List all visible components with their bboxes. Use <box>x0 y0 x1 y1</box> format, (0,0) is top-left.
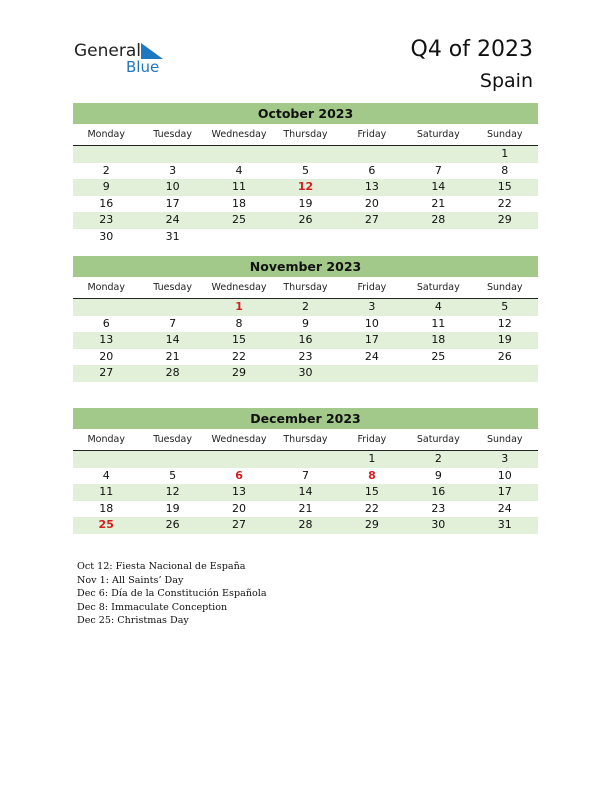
weekday-label: Thursday <box>283 434 328 445</box>
empty-day-cell <box>405 229 471 246</box>
week-row <box>73 468 538 485</box>
week-row <box>73 299 538 316</box>
day-cell: 19 <box>497 333 512 347</box>
empty-day-cell <box>206 229 272 246</box>
week-row <box>73 316 538 333</box>
empty-day-cell <box>405 146 471 163</box>
weekday-label: Tuesday <box>153 282 192 293</box>
day-cell: 7 <box>301 468 309 482</box>
day-cell: 24 <box>497 501 512 515</box>
week-row <box>73 501 538 518</box>
country-name: Spain <box>479 70 533 92</box>
empty-day-cell <box>73 146 139 163</box>
day-cell: 16 <box>99 196 114 210</box>
day-cell: 31 <box>165 229 180 243</box>
day-cell: 16 <box>298 333 313 347</box>
day-cell: 15 <box>232 333 247 347</box>
day-cell: 21 <box>165 349 180 363</box>
day-cell: 30 <box>431 518 446 532</box>
weekday-label: Thursday <box>283 282 328 293</box>
week-row <box>73 365 538 382</box>
day-cell: 9 <box>434 468 442 482</box>
weekday-label: Friday <box>357 282 387 293</box>
day-cell: 21 <box>431 196 446 210</box>
day-cell: 15 <box>364 485 379 499</box>
weekday-label: Monday <box>87 434 125 445</box>
weekday-label: Sunday <box>486 282 523 293</box>
logo-word-general: General <box>74 41 141 61</box>
day-cell: 25 <box>431 349 446 363</box>
holiday-day-cell: 1 <box>235 300 243 313</box>
holiday-note: Dec 25: Christmas Day <box>77 615 189 627</box>
week-row <box>73 517 538 534</box>
day-cell: 28 <box>431 213 446 227</box>
week-row <box>73 484 538 501</box>
day-cell: 24 <box>364 349 379 363</box>
empty-day-cell <box>272 229 338 246</box>
empty-day-cell <box>339 365 405 382</box>
day-cell: 22 <box>232 349 247 363</box>
day-cell: 31 <box>497 518 512 532</box>
empty-day-cell <box>405 365 471 382</box>
weekday-label: Sunday <box>486 129 523 140</box>
empty-day-cell <box>472 365 538 382</box>
weekday-label: Saturday <box>416 129 460 140</box>
page-title: Q4 of 2023 <box>410 37 533 62</box>
weekday-label: Saturday <box>416 434 460 445</box>
day-cell: 17 <box>497 485 512 499</box>
day-cell: 5 <box>169 468 177 482</box>
week-row <box>73 212 538 229</box>
weekday-label: Sunday <box>486 434 523 445</box>
day-cell: 14 <box>298 485 313 499</box>
weekday-header-row <box>73 127 538 146</box>
day-cell: 23 <box>298 349 313 363</box>
holiday-day-cell: 12 <box>297 180 314 194</box>
day-cell: 28 <box>298 518 313 532</box>
holiday-note: Oct 12: Fiesta Nacional de España <box>77 561 246 572</box>
day-cell: 26 <box>497 349 512 363</box>
day-cell: 19 <box>165 501 180 515</box>
day-cell: 22 <box>497 196 512 210</box>
weekday-label: Saturday <box>416 282 460 293</box>
empty-day-cell <box>139 299 205 316</box>
day-cell: 22 <box>364 501 379 515</box>
day-cell: 5 <box>501 300 509 313</box>
holiday-day-cell: 25 <box>98 518 114 532</box>
day-cell: 12 <box>165 485 180 499</box>
day-cell: 11 <box>431 316 446 330</box>
day-cell: 25 <box>232 213 247 227</box>
empty-day-cell <box>73 451 139 468</box>
generalblue-logo <box>74 41 174 77</box>
weekday-label: Monday <box>87 282 125 293</box>
day-cell: 17 <box>364 333 379 347</box>
day-cell: 10 <box>165 180 180 194</box>
day-cell: 6 <box>368 163 376 177</box>
weekday-label: Wednesday <box>211 129 267 140</box>
day-cell: 14 <box>165 333 180 347</box>
day-cell: 2 <box>434 452 442 465</box>
weekday-label: Wednesday <box>211 282 267 293</box>
month-block-december <box>73 408 538 534</box>
day-cell: 20 <box>99 349 114 363</box>
weekday-label: Tuesday <box>153 129 192 140</box>
day-cell: 10 <box>497 468 512 482</box>
day-cell: 29 <box>497 213 512 227</box>
day-cell: 15 <box>497 180 512 194</box>
day-cell: 11 <box>99 485 114 499</box>
month-title: December 2023 <box>73 408 538 429</box>
day-cell: 17 <box>165 196 180 210</box>
holiday-day-cell: 6 <box>235 468 243 482</box>
day-cell: 4 <box>235 163 243 177</box>
holiday-note: Dec 6: Día de la Constitución Española <box>77 588 267 600</box>
day-cell: 1 <box>501 147 509 160</box>
week-row <box>73 229 538 246</box>
empty-day-cell <box>139 146 205 163</box>
holiday-note: Nov 1: All Saints’ Day <box>77 574 184 586</box>
day-cell: 18 <box>99 501 114 515</box>
day-cell: 20 <box>232 501 247 515</box>
week-row <box>73 349 538 366</box>
day-cell: 4 <box>434 300 442 313</box>
weekday-label: Monday <box>87 129 125 140</box>
day-cell: 23 <box>431 501 446 515</box>
day-cell: 20 <box>364 196 379 210</box>
weekday-label: Tuesday <box>153 434 192 445</box>
day-cell: 3 <box>368 300 376 313</box>
day-cell: 24 <box>165 213 180 227</box>
weekday-label: Friday <box>357 434 387 445</box>
month-block-november <box>73 256 538 382</box>
day-cell: 18 <box>232 196 247 210</box>
empty-day-cell <box>339 229 405 246</box>
day-cell: 7 <box>169 316 177 330</box>
month-title: November 2023 <box>73 256 538 277</box>
day-cell: 7 <box>434 163 442 177</box>
day-cell: 23 <box>99 213 114 227</box>
day-cell: 2 <box>102 163 110 177</box>
day-cell: 16 <box>431 485 446 499</box>
day-cell: 27 <box>232 518 247 532</box>
holiday-note: Dec 8: Immaculate Conception <box>77 601 228 613</box>
empty-day-cell <box>272 451 338 468</box>
month-title: October 2023 <box>73 103 538 124</box>
day-cell: 29 <box>364 518 379 532</box>
day-cell: 2 <box>301 300 309 313</box>
day-cell: 9 <box>102 180 110 194</box>
day-cell: 13 <box>232 485 247 499</box>
holiday-day-cell: 8 <box>368 468 376 482</box>
day-cell: 18 <box>431 333 446 347</box>
day-cell: 21 <box>298 501 313 515</box>
day-cell: 10 <box>364 316 379 330</box>
day-cell: 30 <box>99 229 114 243</box>
day-cell: 26 <box>298 213 313 227</box>
day-cell: 11 <box>232 180 247 194</box>
week-row <box>73 196 538 213</box>
day-cell: 13 <box>364 180 379 194</box>
day-cell: 30 <box>298 366 313 380</box>
day-cell: 8 <box>235 316 243 330</box>
weekday-label: Wednesday <box>211 434 267 445</box>
day-cell: 1 <box>368 452 376 465</box>
weekday-header-row <box>73 280 538 299</box>
holiday-notes-list <box>77 560 267 628</box>
empty-day-cell <box>73 299 139 316</box>
week-row <box>73 179 538 196</box>
day-cell: 19 <box>298 196 313 210</box>
logo-triangle-icon <box>141 43 163 59</box>
week-row <box>73 146 538 163</box>
day-cell: 6 <box>102 316 110 330</box>
week-row <box>73 163 538 180</box>
week-row <box>73 451 538 468</box>
day-cell: 4 <box>102 468 110 482</box>
day-cell: 27 <box>99 366 114 380</box>
day-cell: 14 <box>431 180 446 194</box>
week-row <box>73 332 538 349</box>
month-block-october <box>73 103 538 246</box>
day-cell: 28 <box>165 366 180 380</box>
day-cell: 8 <box>501 163 509 177</box>
day-cell: 27 <box>364 213 379 227</box>
day-cell: 5 <box>301 163 309 177</box>
weekday-header-row <box>73 432 538 451</box>
day-cell: 9 <box>301 316 309 330</box>
empty-day-cell <box>472 229 538 246</box>
empty-day-cell <box>272 146 338 163</box>
day-cell: 13 <box>99 333 114 347</box>
empty-day-cell <box>139 451 205 468</box>
weekday-label: Friday <box>357 129 387 140</box>
weekday-label: Thursday <box>283 129 328 140</box>
empty-day-cell <box>206 451 272 468</box>
logo-word-blue: Blue <box>126 58 160 76</box>
empty-day-cell <box>339 146 405 163</box>
day-cell: 3 <box>169 163 177 177</box>
day-cell: 29 <box>232 366 247 380</box>
day-cell: 3 <box>501 452 509 465</box>
day-cell: 12 <box>497 316 512 330</box>
empty-day-cell <box>206 146 272 163</box>
day-cell: 26 <box>165 518 180 532</box>
